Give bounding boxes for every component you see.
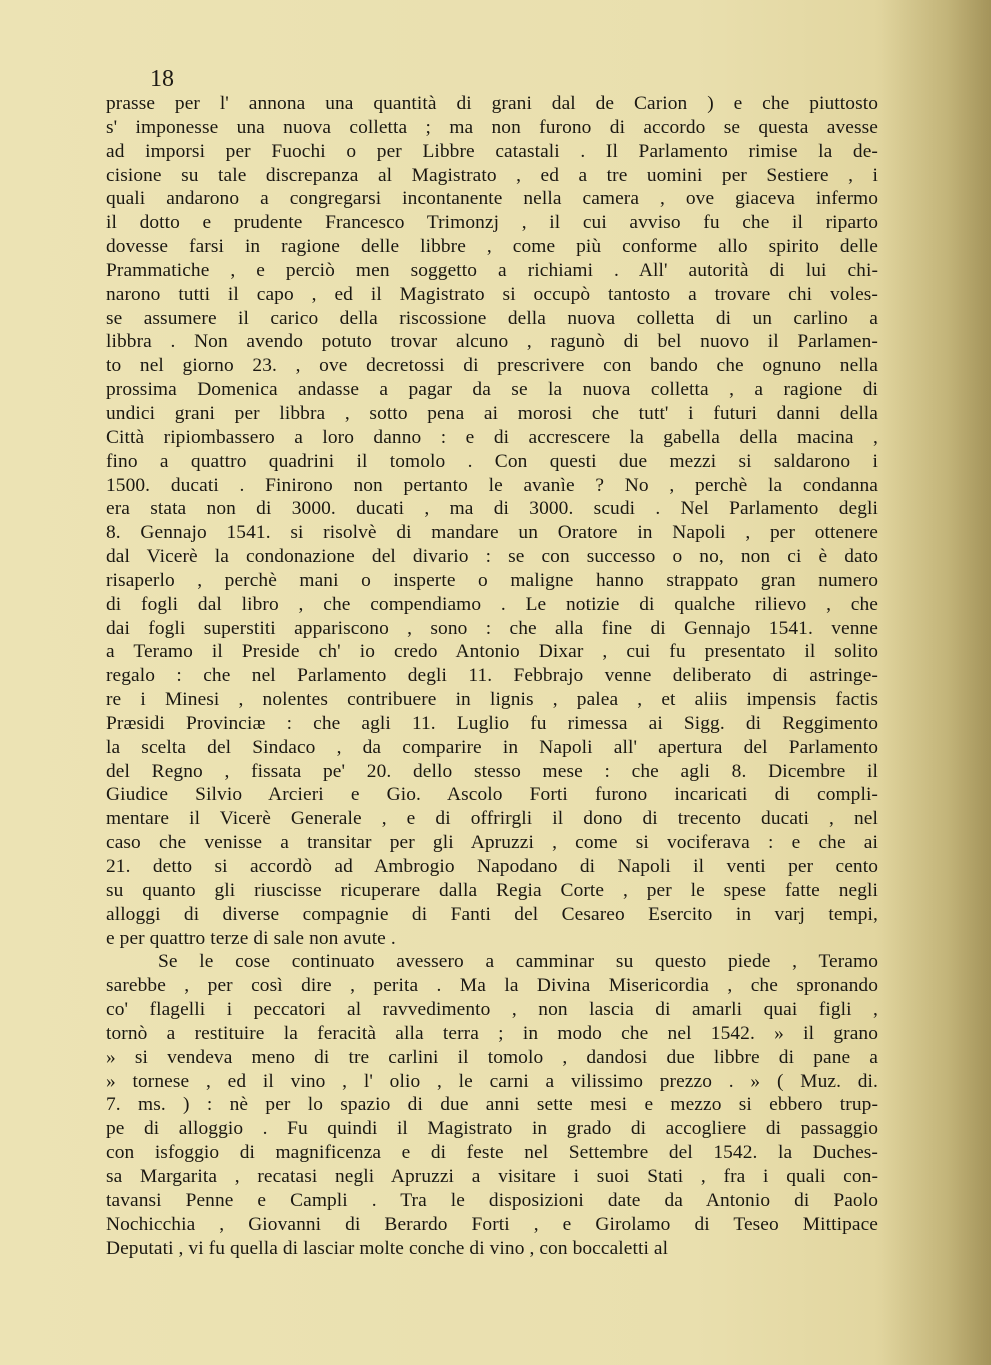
text-line: Se le cose continuato avessero a camminar su questo piede , Teramo — [158, 951, 878, 973]
text-line: s' imponesse una nuova colletta ; ma non furono di accordo se questa avesse — [106, 116, 878, 138]
text-line: su quanto gli riuscisse ricuperare dalla Regia Corte , per le spese fatte negli — [106, 879, 878, 901]
text-line: regalo : che nel Parlamento degli 11. Febbrajo venne deliberato di astringe- — [106, 665, 878, 687]
text-line: dal Vicerè la condonazione del divario : se con successo o no, non ci è dato — [106, 546, 878, 568]
text-line: prasse per l' annona una quantità di grani dal de Carion ) e che piuttosto — [106, 93, 878, 114]
text-line: del Regno , fissata pe' 20. dello stesso mese : che agli 8. Dicembre il — [106, 760, 878, 782]
text-line: il dotto e prudente Francesco Trimonzj , il cui avviso fu che il riparto — [106, 212, 878, 234]
text-line: tavansi Penne e Campli . Tra le disposizioni date da Antonio di Paolo — [106, 1189, 878, 1211]
text-line: 7. ms. ) : nè per lo spazio di due anni sette mesi e mezzo si ebbero trup- — [106, 1094, 878, 1116]
text-line: re i Minesi , nolentes contribuere in lignis , palea , et aliis impensis factis — [106, 689, 878, 711]
text-line: risaperlo , perchè mani o insperte o maligne hanno strappato gran numero — [106, 569, 878, 591]
text-line: Prammatiche , e perciò men soggetto a richiami . All' autorità di lui chi- — [106, 259, 878, 281]
text-line: undici grani per libbra , sotto pena ai morosi che tutt' i futuri danni della — [106, 402, 878, 424]
text-line: » tornese , ed il vino , l' olio , le carni a vilissimo prezzo . » ( Muz. di. — [106, 1070, 878, 1092]
text-line: di fogli dal libro , che compendiamo . Le notizie di qualche rilievo , che — [106, 593, 878, 615]
text-line: dovesse farsi in ragione delle libbre , come più conforme allo spirito delle — [106, 236, 878, 258]
text-line: se assumere il carico della riscossione della nuova colletta di un carlino a — [106, 307, 878, 329]
text-line: e per quattro terze di sale non avute . — [106, 927, 396, 949]
text-line: co' flagelli i peccatori al ravvedimento , non lascia di amarli quai figli , — [106, 999, 878, 1021]
text-line: cisione su tale discrepanza al Magistrato , ed a tre uomini per Sestiere , i — [106, 164, 878, 186]
text-line: dai fogli superstiti appariscono , sono : che alla fine di Gennajo 1541. venne — [106, 617, 878, 639]
text-line: a Teramo il Preside ch' io credo Antonio Dixar , cui fu presentato il solito — [106, 641, 878, 663]
text-line: Giudice Silvio Arcieri e Gio. Ascolo Forti furono incaricati di compli- — [106, 784, 878, 806]
text-line: con isfoggio di magnificenza e di feste nel Settembre del 1542. la Duches- — [106, 1142, 878, 1164]
text-line: caso che venisse a transitar per gli Apruzzi , come si vociferava : e che ai — [106, 832, 878, 854]
text-line: era stata non di 3000. ducati , ma di 3000. scudi . Nel Parlamento degli — [106, 498, 878, 520]
text-line: quali andarono a congregarsi incontanente nella camera , ove giaceva infermo — [106, 188, 878, 210]
text-line: sarebbe , per così dire , perita . Ma la Divina Misericordia , che spronando — [106, 975, 878, 997]
text-line: mentare il Vicerè Generale , e di offrirgli il dono di trecento ducati , nel — [106, 808, 878, 830]
text-line: Præsidi Provinciæ : che agli 11. Luglio fu rimessa ai Sigg. di Reggimento — [106, 712, 878, 734]
paragraph — [106, 92, 878, 950]
text-line: Deputati , vi fu quella di lasciar molte conche di vino , con boccaletti al — [106, 1237, 669, 1259]
text-line: » si vendeva meno di tre carlini il tomolo , dandosi due libbre di pane a — [106, 1046, 878, 1068]
text-line: narono tutti il capo , ed il Magistrato si occupò tantosto a trovare chi voles- — [106, 283, 878, 305]
text-line: to nel giorno 23. , ove decretossi di prescrivere con bando che ognuno nella — [106, 355, 878, 377]
text-line: la scelta del Sindaco , da comparire in Napoli all' apertura del Parlamento — [106, 736, 878, 758]
text-line: fino a quattro quadrini il tomolo . Con questi due mezzi si saldarono i — [106, 450, 878, 472]
text-line: 21. detto si accordò ad Ambrogio Napodano di Napoli il venti per cento — [106, 856, 878, 877]
page-number: 18 — [150, 66, 174, 92]
text-line: Città ripiombassero a loro danno : e di accrescere la gabella della macina , — [106, 426, 878, 448]
body-text — [106, 92, 878, 1260]
text-line: alloggi di diverse compagnie di Fanti del Cesareo Esercito in varj tempi, — [106, 903, 878, 925]
text-line: pe di alloggio . Fu quindi il Magistrato in grado di accogliere di passaggio — [106, 1118, 878, 1140]
paragraph — [106, 950, 878, 1260]
text-line: 1500. ducati . Finirono non pertanto le avanìe ? No , perchè la condanna — [106, 474, 878, 496]
text-line: sa Margarita , recatasi negli Apruzzi a visitare i suoi Stati , fra i quali con- — [106, 1165, 878, 1187]
text-line: prossima Domenica andasse a pagar da se la nuova colletta , a ragione di — [106, 379, 878, 401]
text-line: 8. Gennajo 1541. si risolvè di mandare un Oratore in Napoli , per ottenere — [106, 522, 878, 544]
text-line: tornò a restituire la feracità alla terra ; in modo che nel 1542. » il grano — [106, 1022, 878, 1044]
text-line: libbra . Non avendo potuto trovar alcuno , ragunò di bel nuovo il Parlamen- — [106, 331, 878, 353]
text-line: ad imporsi per Fuochi o per Libbre catastali . Il Parlamento rimise la de- — [106, 140, 878, 162]
page-binding-shadow — [881, 0, 991, 1365]
text-line: Nochicchia , Giovanni di Berardo Forti , e Girolamo di Teseo Mittipace — [106, 1213, 878, 1235]
